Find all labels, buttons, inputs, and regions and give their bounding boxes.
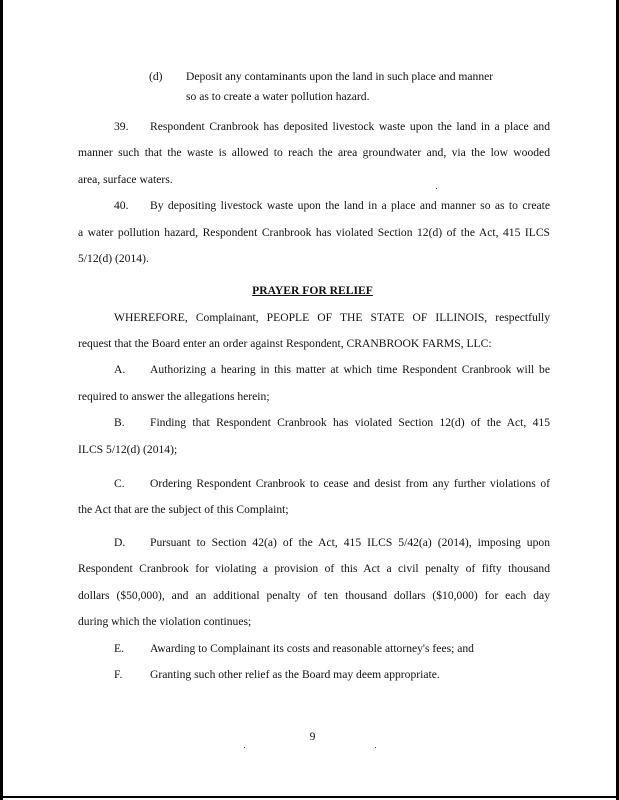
paragraph-number: 39. <box>114 120 129 133</box>
item-b-line: ILCS 5/12(d) (2014); <box>78 443 178 456</box>
item-d-line: dollars ($50,000), and an additional penalty of ten thousand dollars ($10,000) for each day <box>78 589 550 602</box>
subitem-d-label: (d) <box>149 70 163 83</box>
item-e-line: Awarding to Complainant its costs and reasonable attorney's fees; and <box>150 642 474 655</box>
item-label: D. <box>114 536 126 549</box>
paragraph-39-line: manner such that the waste is allowed to reach the area groundwater and, via the low wooded <box>78 146 550 159</box>
wherefore-line: request that the Board enter an order against Respondent, CRANBROOK FARMS, LLC: <box>78 337 492 350</box>
paragraph-40-line: a water pollution hazard, Respondent Cranbrook has violated Section 12(d) of the Act, 415 ILCS <box>78 226 550 239</box>
item-c-line: Ordering Respondent Cranbrook to cease and desist from any further violations of <box>150 477 550 490</box>
page-bottom-edge <box>3 796 616 798</box>
paragraph-number: 40. <box>114 199 129 212</box>
scan-speck <box>375 747 376 748</box>
item-d-line: Respondent Cranbrook for violating a provision of this Act a civil penalty of fifty thousand <box>78 562 550 575</box>
page-number: 9 <box>309 730 316 743</box>
item-label: B. <box>114 416 125 429</box>
paragraph-40-line: By depositing livestock waste upon the land in a place and manner so as to create <box>150 199 550 212</box>
paragraph-39-line: area, surface waters. <box>78 173 173 186</box>
item-a-line: Authorizing a hearing in this matter at which time Respondent Cranbrook will be <box>150 363 550 376</box>
subitem-d-line: Deposit any contaminants upon the land in such place and manner <box>186 70 494 83</box>
paragraph-39-line: Respondent Cranbrook has deposited livestock waste upon the land in a place and <box>150 120 550 133</box>
paragraph-40-line: 5/12(d) (2014). <box>78 252 149 265</box>
scan-speck <box>244 747 245 748</box>
item-f-line: Granting such other relief as the Board may deem appropriate. <box>150 668 440 681</box>
item-label: C. <box>114 477 125 490</box>
subitem-d-line: so as to create a water pollution hazard. <box>186 90 370 103</box>
scan-speck <box>436 188 437 189</box>
item-a-line: required to answer the allegations herein; <box>78 390 270 403</box>
item-c-line: the Act that are the subject of this Complaint; <box>78 503 289 516</box>
item-d-line: during which the violation continues; <box>78 615 252 628</box>
item-label: E. <box>114 642 124 655</box>
item-label: A. <box>114 363 126 376</box>
section-heading: PRAYER FOR RELIEF <box>252 284 373 297</box>
item-b-line: Finding that Respondent Cranbrook has violated Section 12(d) of the Act, 415 <box>150 416 550 429</box>
wherefore-line: WHEREFORE, Complainant, PEOPLE OF THE STATE OF ILLINOIS, respectfully <box>114 311 550 324</box>
item-d-line: Pursuant to Section 42(a) of the Act, 415 ILCS 5/42(a) (2014), imposing upon <box>150 536 550 549</box>
item-label: F. <box>114 668 123 681</box>
